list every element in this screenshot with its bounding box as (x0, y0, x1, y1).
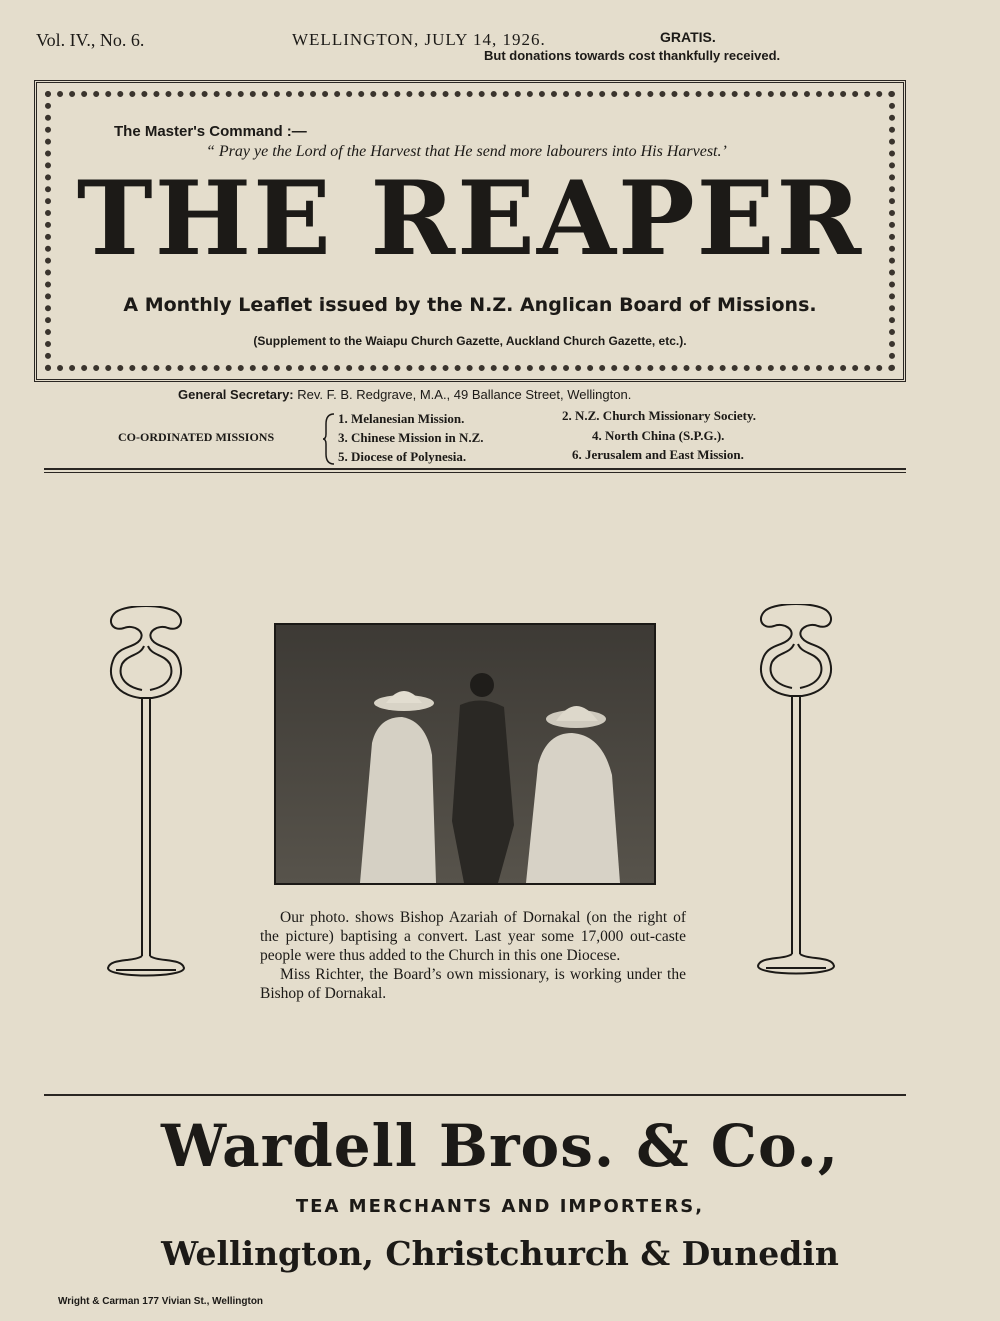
advert-divider (44, 1094, 906, 1096)
gratis-label: GRATIS. (660, 29, 716, 45)
general-secretary-label: General Secretary: (178, 387, 294, 402)
supplement-note: (Supplement to the Waiapu Church Gazette, Auckland Church Gazette, etc.). (253, 334, 687, 348)
section-divider (44, 468, 906, 470)
mission-item: 5. Diocese of Polynesia. (338, 449, 467, 464)
coordinated-missions-label: CO-ORDINATED MISSIONS (118, 430, 275, 444)
caption-paragraph: Miss Richter, the Board’s own missionary, is working under the Bishop of Dornakal. (260, 966, 686, 1002)
mission-item: 1. Melanesian Mission. (338, 411, 465, 426)
caption-paragraph: Our photo. shows Bishop Azariah of Dornakal (on the right of the picture) baptising a convert. Last year some 17,000 out-caste people were thus added to the Church in this one Diocese. (260, 909, 686, 964)
advert-company-name: Wardell Bros. & Co., (160, 1112, 840, 1180)
right-ornament-icon (754, 604, 838, 980)
brace-icon (322, 412, 336, 474)
command-label: The Master's Command :— (114, 123, 307, 140)
mission-item: 4. North China (S.P.G.). (592, 428, 725, 443)
baptism-photo (274, 623, 656, 885)
masthead-title: THE REAPER (76, 159, 864, 279)
advert-tagline: TEA MERCHANTS AND IMPORTERS, (295, 1196, 705, 1217)
photo-caption (260, 908, 686, 1003)
donations-note: But donations towards cost thankfully received. (484, 48, 781, 63)
section-divider (44, 472, 906, 473)
masthead-subtitle: A Monthly Leaflet issued by the N.Z. Anglican Board of Missions. (123, 294, 817, 316)
mission-item: 3. Chinese Mission in N.Z. (338, 430, 484, 445)
general-secretary (178, 387, 631, 402)
mission-item: 6. Jerusalem and East Mission. (572, 447, 744, 462)
printer-credit: Wright & Carman 177 Vivian St., Wellington (58, 1296, 264, 1307)
general-secretary-value: Rev. F. B. Redgrave, M.A., 49 Ballance Street, Wellington. (297, 387, 632, 402)
mission-item: 2. N.Z. Church Missionary Society. (562, 408, 757, 423)
advert-cities: Wellington, Christchurch & Dunedin (161, 1234, 839, 1273)
volume-number: Vol. IV., No. 6. (36, 30, 145, 50)
dateline: WELLINGTON, JULY 14, 1926. (292, 30, 546, 49)
left-ornament-icon (104, 606, 188, 982)
command-quote: “ Pray ye the Lord of the Harvest that He send more labourers into His Harvest.’ (206, 143, 727, 160)
